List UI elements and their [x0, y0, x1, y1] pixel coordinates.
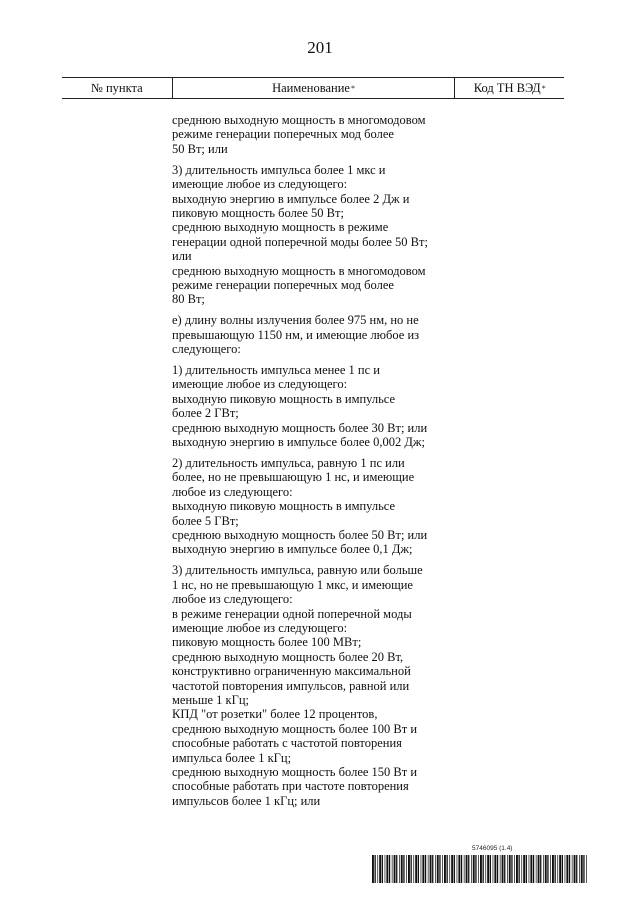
text-line: выходную энергию в импульсе более 2 Дж и [172, 191, 410, 206]
text-line: генерации одной поперечной моды более 50 Вт; [172, 234, 428, 249]
text-line: 1 нс, но не превышающую 1 мкс, и имеющие [172, 577, 413, 592]
text-line: 50 Вт; или [172, 141, 228, 156]
header-item-number-label: № пункта [90, 80, 143, 95]
text-line: среднюю выходную мощность более 100 Вт и [172, 721, 418, 736]
header-name-footnote-mark: * [350, 83, 355, 93]
text-line: способные работать с частотой повторения [172, 736, 402, 751]
text-line: выходную пиковую мощность в импульсе [172, 499, 396, 514]
text-line: имеющие любое из следующего: [172, 177, 348, 192]
header-item-number [62, 78, 173, 98]
text-line: импульсов более 1 кГц; или [172, 793, 321, 808]
page-number: 201 [307, 38, 333, 57]
text-line: среднюю выходную мощность в многомодовом [172, 263, 426, 278]
text-line: среднюю выходную мощность более 30 Вт; или [172, 420, 428, 435]
paragraph [172, 456, 450, 557]
text-line: среднюю выходную мощность в режиме [172, 220, 389, 235]
text-line: имеющие любое из следующего: [172, 377, 348, 392]
text-line: меньше 1 кГц; [172, 692, 249, 707]
text-line: более, но не превышающую 1 нс, и имеющие [172, 470, 415, 485]
paragraph [172, 363, 450, 449]
text-line: любое из следующего: [172, 592, 293, 607]
text-line: среднюю выходную мощность в многомодовом [172, 113, 426, 127]
text-line: 1) длительность импульса менее 1 пс и [172, 363, 380, 377]
header-code-footnote-mark: * [541, 83, 546, 93]
barcode [372, 855, 590, 883]
text-line: или [172, 249, 192, 264]
text-line: выходную энергию в импульсе более 0,1 Дж; [172, 542, 413, 557]
header-name [173, 78, 456, 98]
text-line: среднюю выходную мощность более 50 Вт; или [172, 527, 428, 542]
text-line: имеющие любое из следующего: [172, 620, 348, 635]
paragraph [172, 563, 450, 808]
text-line: выходную пиковую мощность в импульсе [172, 391, 396, 406]
item-description [172, 113, 450, 815]
text-line: 3) длительность импульса, равную или больше [172, 563, 423, 578]
text-line: более 5 ГВт; [172, 513, 239, 528]
text-line: импульса более 1 кГц; [172, 750, 292, 765]
text-line: 2) длительность импульса, равную 1 пс или [172, 455, 405, 470]
document-stamp: 5746095 (1.4) [472, 845, 513, 852]
text-line: превышающую 1150 нм, и имеющие любое из [172, 327, 420, 342]
text-line: пиковую мощность более 50 Вт; [172, 205, 344, 220]
text-line: любое из следующего: [172, 484, 293, 499]
text-line: среднюю выходную мощность более 20 Вт, [172, 649, 404, 664]
text-line: 80 Вт; [172, 292, 205, 307]
text-line: в режиме генерации одной поперечной моды [172, 606, 412, 621]
text-line: частотой повторения импульсов, равной или [172, 678, 410, 693]
paragraph [172, 113, 450, 156]
paragraph [172, 163, 450, 307]
text-line: следующего: [172, 342, 241, 357]
text-line: среднюю выходную мощность более 150 Вт и [172, 764, 418, 779]
text-line: пиковую мощность более 100 МВт; [172, 635, 362, 650]
text-line: более 2 ГВт; [172, 406, 239, 421]
text-line: е) длину волны излучения более 975 нм, но не [172, 313, 419, 328]
text-line: КПД "от розетки" более 12 процентов, [172, 707, 378, 722]
header-code-label: Код ТН ВЭД [473, 80, 541, 95]
header-code [455, 78, 564, 98]
text-line: режиме генерации поперечных мод более [172, 277, 394, 292]
text-line: конструктивно ограниченную максимальной [172, 664, 411, 679]
table-header [62, 77, 564, 99]
text-line: 3) длительность импульса более 1 мкс и [172, 162, 386, 177]
text-line: режиме генерации поперечных мод более [172, 127, 394, 142]
paragraph [172, 313, 450, 356]
text-line: способные работать при частоте повторения [172, 779, 409, 794]
text-line: выходную энергию в импульсе более 0,002 Дж; [172, 435, 425, 450]
header-name-label: Наименование [272, 80, 350, 95]
